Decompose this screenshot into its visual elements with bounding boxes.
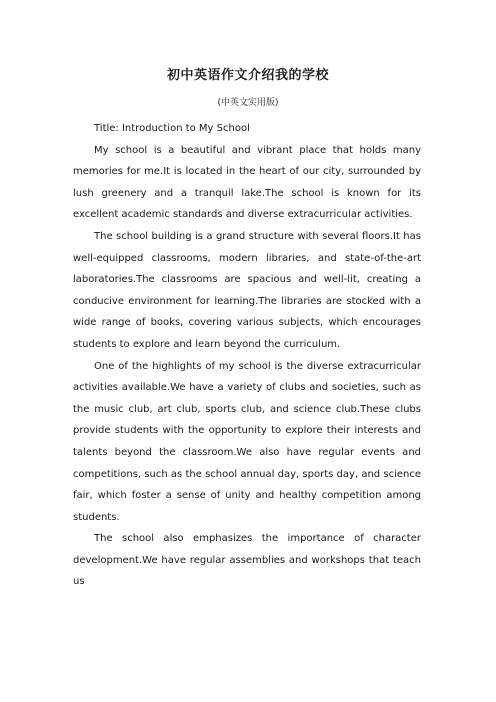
paragraph-character: The school also emphasizes the importance of character development.We have regular assemblies and workshops that teach us (73, 533, 421, 588)
document-subtitle: (中英文实用版) (217, 98, 279, 108)
paragraph-location: My school is a beautiful and vibrant place that holds many memories for me.It is located in the heart of our city, surrounded by lush greenery and a tranquil lake.The school is known for its excellent academic standards and diverse extracurricular activities. (73, 144, 421, 221)
paragraph-activities: One of the highlights of my school is the diverse extracurricular activities available.We have a variety of clubs and societies, such as the music club, art club, sports club, and science club.These clubs provide students with the opportunity to explore their interests and talents beyond the classroom.We also have regular events and competitions, such as the school annual day, sports day, and science fair, which foster a sense of unity and healthy competition among students. (73, 360, 421, 523)
paragraph-building: The school building is a grand structure with several floors.It has well-equipped classrooms, modern libraries, and state-of-the-art laboratories.The classrooms are spacious and well-lit, creating a conducive environment for learning.The libraries are stocked with a wide range of books, covering various subjects, which encourages students to explore and learn beyond the curriculum. (73, 230, 421, 350)
essay-title-line: Title: Introduction to My School (94, 123, 250, 134)
document-body (73, 118, 421, 593)
document-title: 初中英语作文介绍我的学校 (166, 68, 329, 83)
